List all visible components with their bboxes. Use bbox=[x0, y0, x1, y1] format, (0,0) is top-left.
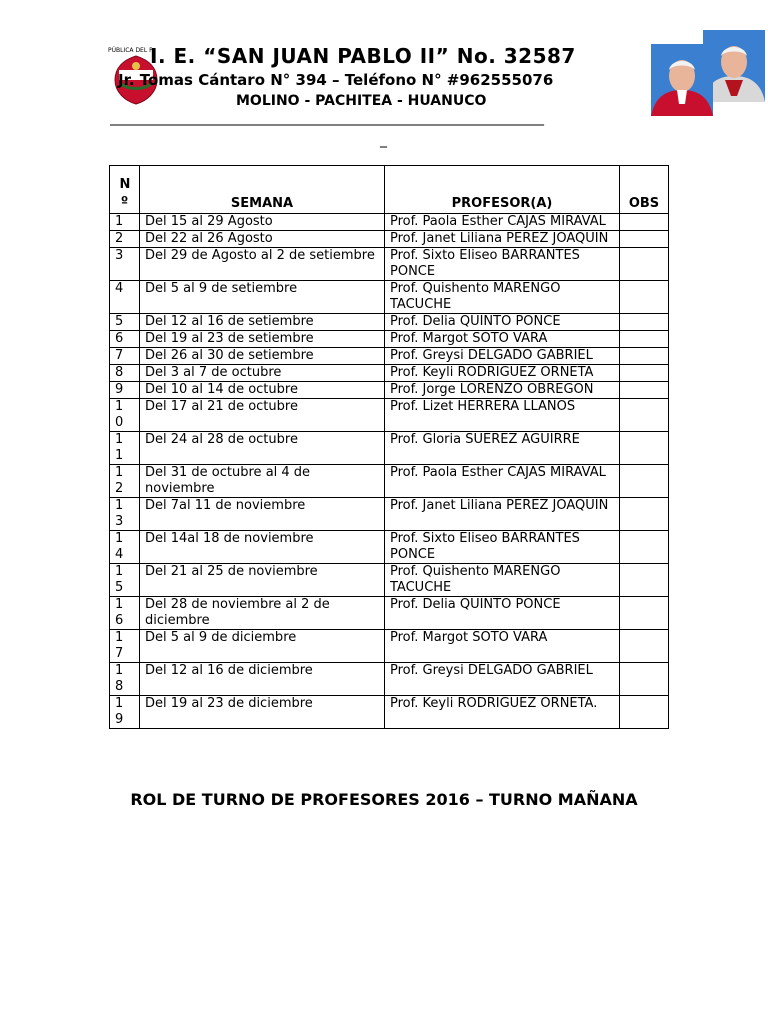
row-number: 6 bbox=[110, 331, 140, 348]
table-row bbox=[110, 432, 669, 465]
table-row bbox=[110, 231, 669, 248]
row-semana: Del 3 al 7 de octubre bbox=[140, 365, 385, 382]
row-number: 16 bbox=[110, 597, 140, 630]
header-semana: SEMANA bbox=[140, 166, 385, 214]
row-number: 5 bbox=[110, 314, 140, 331]
pope-portrait-icon bbox=[651, 44, 713, 116]
row-obs bbox=[620, 498, 669, 531]
row-semana: Del 15 al 29 Agosto bbox=[140, 214, 385, 231]
row-profesor: Prof. Greysi DELGADO GABRIEL bbox=[385, 348, 620, 365]
table-row bbox=[110, 281, 669, 314]
table-row bbox=[110, 531, 669, 564]
row-obs bbox=[620, 663, 669, 696]
row-number: 10 bbox=[110, 399, 140, 432]
row-obs bbox=[620, 696, 669, 729]
table-row bbox=[110, 248, 669, 281]
row-obs bbox=[620, 348, 669, 365]
row-semana: Del 12 al 16 de diciembre bbox=[140, 663, 385, 696]
row-profesor: Prof. Margot SOTO VARA bbox=[385, 331, 620, 348]
table-row bbox=[110, 663, 669, 696]
row-obs bbox=[620, 231, 669, 248]
school-location: MOLINO - PACHITEA - HUANUCO bbox=[236, 93, 487, 109]
header-profesor: PROFESOR(A) bbox=[385, 166, 620, 214]
row-obs bbox=[620, 531, 669, 564]
table-row bbox=[110, 597, 669, 630]
row-semana: Del 21 al 25 de noviembre bbox=[140, 564, 385, 597]
header-rule-dash: _ bbox=[380, 132, 387, 148]
row-semana: Del 7al 11 de noviembre bbox=[140, 498, 385, 531]
row-profesor: Prof. Keyli RODRIGUEZ ORNETA bbox=[385, 365, 620, 382]
table-row bbox=[110, 314, 669, 331]
row-semana: Del 19 al 23 de diciembre bbox=[140, 696, 385, 729]
row-number: 18 bbox=[110, 663, 140, 696]
table-row bbox=[110, 564, 669, 597]
emblem-text: PÚBLICA DEL P bbox=[108, 47, 153, 54]
row-obs bbox=[620, 331, 669, 348]
row-number: 17 bbox=[110, 630, 140, 663]
header-rule: ______________________________________________________________ bbox=[110, 110, 544, 126]
table-header-row bbox=[110, 166, 669, 214]
table-row bbox=[110, 214, 669, 231]
school-title: I. E. “SAN JUAN PABLO II” No. 32587 bbox=[150, 44, 576, 68]
row-number: 13 bbox=[110, 498, 140, 531]
row-profesor: Prof. Janet Liliana PEREZ JOAQUIN bbox=[385, 231, 620, 248]
row-semana: Del 5 al 9 de setiembre bbox=[140, 281, 385, 314]
row-number: 11 bbox=[110, 432, 140, 465]
table-row bbox=[110, 630, 669, 663]
row-profesor: Prof. Lizet HERRERA LLANOS bbox=[385, 399, 620, 432]
table-row bbox=[110, 498, 669, 531]
table-row bbox=[110, 331, 669, 348]
row-profesor: Prof. Delia QUINTO PONCE bbox=[385, 597, 620, 630]
table-row bbox=[110, 465, 669, 498]
table-row bbox=[110, 348, 669, 365]
row-profesor: Prof. Sixto Eliseo BARRANTES PONCE bbox=[385, 248, 620, 281]
table-row bbox=[110, 365, 669, 382]
row-number: 8 bbox=[110, 365, 140, 382]
document-header bbox=[0, 0, 768, 160]
row-obs bbox=[620, 382, 669, 399]
row-profesor: Prof. Paola Esther CAJAS MIRAVAL bbox=[385, 465, 620, 498]
row-number: 3 bbox=[110, 248, 140, 281]
row-number: 2 bbox=[110, 231, 140, 248]
row-profesor: Prof. Keyli RODRIGUEZ ORNETA. bbox=[385, 696, 620, 729]
school-address: Jr. Tomas Cántaro N° 394 – Teléfono N° #962555076 bbox=[118, 71, 554, 89]
row-number: 19 bbox=[110, 696, 140, 729]
row-number: 1 bbox=[110, 214, 140, 231]
table-row bbox=[110, 399, 669, 432]
row-number: 9 bbox=[110, 382, 140, 399]
row-semana: Del 29 de Agosto al 2 de setiembre bbox=[140, 248, 385, 281]
row-profesor: Prof. Gloria SUEREZ AGUIRRE bbox=[385, 432, 620, 465]
row-semana: Del 26 al 30 de setiembre bbox=[140, 348, 385, 365]
duty-roster-table bbox=[109, 165, 669, 729]
row-semana: Del 28 de noviembre al 2 de diciembre bbox=[140, 597, 385, 630]
row-obs bbox=[620, 365, 669, 382]
row-obs bbox=[620, 564, 669, 597]
row-semana: Del 14al 18 de noviembre bbox=[140, 531, 385, 564]
row-obs bbox=[620, 314, 669, 331]
row-obs bbox=[620, 630, 669, 663]
row-obs bbox=[620, 248, 669, 281]
row-number: 15 bbox=[110, 564, 140, 597]
table-row bbox=[110, 382, 669, 399]
row-profesor: Prof. Quishento MARENGO TACUCHE bbox=[385, 564, 620, 597]
row-profesor: Prof. Quishento MARENGO TACUCHE bbox=[385, 281, 620, 314]
table-row bbox=[110, 696, 669, 729]
row-number: 7 bbox=[110, 348, 140, 365]
row-semana: Del 5 al 9 de diciembre bbox=[140, 630, 385, 663]
row-semana: Del 22 al 26 Agosto bbox=[140, 231, 385, 248]
row-obs bbox=[620, 465, 669, 498]
row-number: 4 bbox=[110, 281, 140, 314]
row-obs bbox=[620, 399, 669, 432]
row-semana: Del 10 al 14 de octubre bbox=[140, 382, 385, 399]
header-num: Nº bbox=[110, 166, 140, 214]
row-number: 12 bbox=[110, 465, 140, 498]
row-profesor: Prof. Delia QUINTO PONCE bbox=[385, 314, 620, 331]
row-semana: Del 19 al 23 de setiembre bbox=[140, 331, 385, 348]
row-obs bbox=[620, 597, 669, 630]
row-profesor: Prof. Jorge LORENZO OBREGON bbox=[385, 382, 620, 399]
row-obs bbox=[620, 281, 669, 314]
header-obs: OBS bbox=[620, 166, 669, 214]
roster-title: ROL DE TURNO DE PROFESORES 2016 – TURNO MAÑANA bbox=[130, 790, 638, 809]
row-number: 14 bbox=[110, 531, 140, 564]
row-profesor: Prof. Paola Esther CAJAS MIRAVAL bbox=[385, 214, 620, 231]
row-semana: Del 31 de octubre al 4 de noviembre bbox=[140, 465, 385, 498]
row-profesor: Prof. Sixto Eliseo BARRANTES PONCE bbox=[385, 531, 620, 564]
row-profesor: Prof. Greysi DELGADO GABRIEL bbox=[385, 663, 620, 696]
row-semana: Del 24 al 28 de octubre bbox=[140, 432, 385, 465]
row-semana: Del 17 al 21 de octubre bbox=[140, 399, 385, 432]
row-profesor: Prof. Janet Liliana PEREZ JOAQUIN bbox=[385, 498, 620, 531]
row-semana: Del 12 al 16 de setiembre bbox=[140, 314, 385, 331]
row-obs bbox=[620, 214, 669, 231]
row-obs bbox=[620, 432, 669, 465]
row-profesor: Prof. Margot SOTO VARA bbox=[385, 630, 620, 663]
